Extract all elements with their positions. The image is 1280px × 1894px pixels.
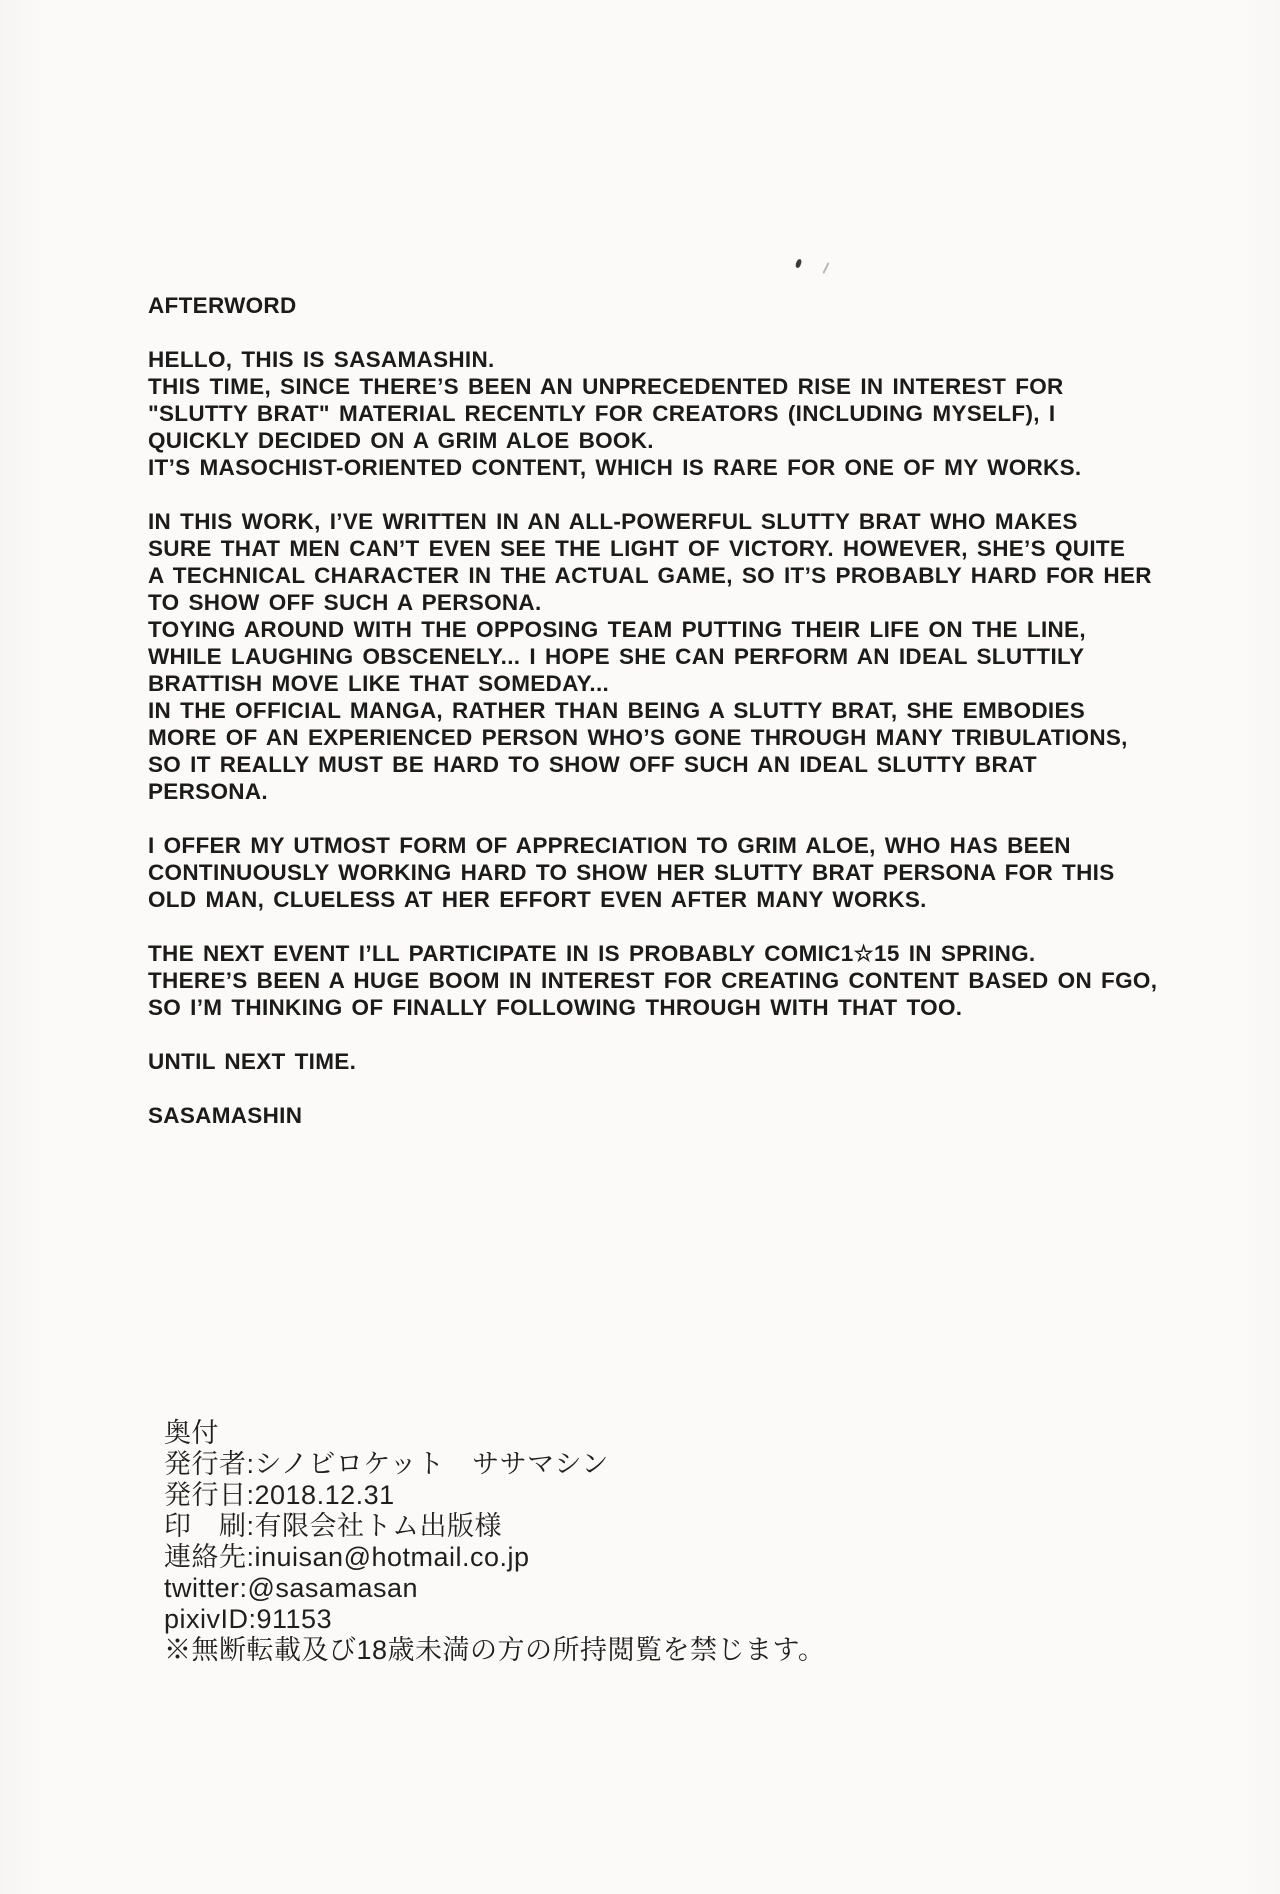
colophon-line: 奥付 xyxy=(164,1418,219,1448)
colophon-line: twitter:@sasamasan xyxy=(164,1573,418,1603)
afterword-paragraph xyxy=(148,346,1208,481)
afterword-line: OLD MAN, CLUELESS AT HER EFFORT EVEN AFTER MANY WORKS. xyxy=(148,887,927,912)
afterword-paragraph xyxy=(148,832,1208,913)
afterword-line: THIS TIME, SINCE THERE’S BEEN AN UNPRECEDENTED RISE IN INTEREST FOR xyxy=(148,374,1064,399)
scan-speck-icon xyxy=(795,259,802,269)
colophon-section xyxy=(164,1418,825,1666)
colophon-line: pixivID:91153 xyxy=(164,1604,333,1634)
afterword-line: A TECHNICAL CHARACTER IN THE ACTUAL GAME, SO IT’S PROBABLY HARD FOR HER xyxy=(148,563,1152,588)
afterword-line: QUICKLY DECIDED ON A GRIM ALOE BOOK. xyxy=(148,428,654,453)
afterword-line: PERSONA. xyxy=(148,779,268,804)
afterword-line: SO IT REALLY MUST BE HARD TO SHOW OFF SUCH AN IDEAL SLUTTY BRAT xyxy=(148,752,1037,777)
afterword-line: BRATTISH MOVE LIKE THAT SOMEDAY... xyxy=(148,671,610,696)
colophon-line: 印 刷:有限会社トム出版様 xyxy=(164,1511,503,1541)
afterword-line: IN THE OFFICIAL MANGA, RATHER THAN BEING A SLUTTY BRAT, SHE EMBODIES xyxy=(148,698,1086,723)
afterword-line: SO I’M THINKING OF FINALLY FOLLOWING THROUGH WITH THAT TOO. xyxy=(148,995,963,1020)
colophon-line: 連絡先:inuisan@hotmail.co.jp xyxy=(164,1542,530,1572)
afterword-line: HELLO, THIS IS SASAMASHIN. xyxy=(148,347,495,372)
afterword-line: UNTIL NEXT TIME. xyxy=(148,1049,357,1074)
afterword-paragraph xyxy=(148,1048,1208,1075)
afterword-line: SASAMASHIN xyxy=(148,1103,303,1128)
afterword-body xyxy=(148,346,1208,1129)
afterword-section xyxy=(148,292,1208,1129)
afterword-line: CONTINUOUSLY WORKING HARD TO SHOW HER SLUTTY BRAT PERSONA FOR THIS xyxy=(148,860,1115,885)
afterword-line: IT’S MASOCHIST-ORIENTED CONTENT, WHICH IS RARE FOR ONE OF MY WORKS. xyxy=(148,455,1082,480)
afterword-line: TO SHOW OFF SUCH A PERSONA. xyxy=(148,590,542,615)
colophon-line: 発行者:シノビロケット ササマシン xyxy=(164,1449,609,1479)
afterword-line: THE NEXT EVENT I’LL PARTICIPATE IN IS PROBABLY COMIC1☆15 IN SPRING. xyxy=(148,941,1036,966)
afterword-line: IN THIS WORK, I’VE WRITTEN IN AN ALL-POWERFUL SLUTTY BRAT WHO MAKES xyxy=(148,509,1078,534)
colophon-line: 発行日:2018.12.31 xyxy=(164,1480,395,1510)
afterword-line: "SLUTTY BRAT" MATERIAL RECENTLY FOR CREATORS (INCLUDING MYSELF), I xyxy=(148,401,1056,426)
afterword-line: SURE THAT MEN CAN’T EVEN SEE THE LIGHT OF VICTORY. HOWEVER, SHE’S QUITE xyxy=(148,536,1126,561)
afterword-line: MORE OF AN EXPERIENCED PERSON WHO’S GONE THROUGH MANY TRIBULATIONS, xyxy=(148,725,1128,750)
scan-speck-icon xyxy=(822,262,829,274)
afterword-line: I OFFER MY UTMOST FORM OF APPRECIATION TO GRIM ALOE, WHO HAS BEEN xyxy=(148,833,1071,858)
afterword-line: THERE’S BEEN A HUGE BOOM IN INTEREST FOR CREATING CONTENT BASED ON FGO, xyxy=(148,968,1158,993)
afterword-paragraph xyxy=(148,508,1208,805)
afterword-line: WHILE LAUGHING OBSCENELY... I HOPE SHE CAN PERFORM AN IDEAL SLUTTILY xyxy=(148,644,1085,669)
colophon-line: ※無断転載及び18歳未満の方の所持閲覧を禁じます。 xyxy=(164,1635,826,1665)
afterword-line: TOYING AROUND WITH THE OPPOSING TEAM PUTTING THEIR LIFE ON THE LINE, xyxy=(148,617,1086,642)
afterword-paragraph xyxy=(148,1102,1208,1129)
afterword-paragraph xyxy=(148,940,1208,1021)
afterword-heading: AFTERWORD xyxy=(148,293,297,318)
